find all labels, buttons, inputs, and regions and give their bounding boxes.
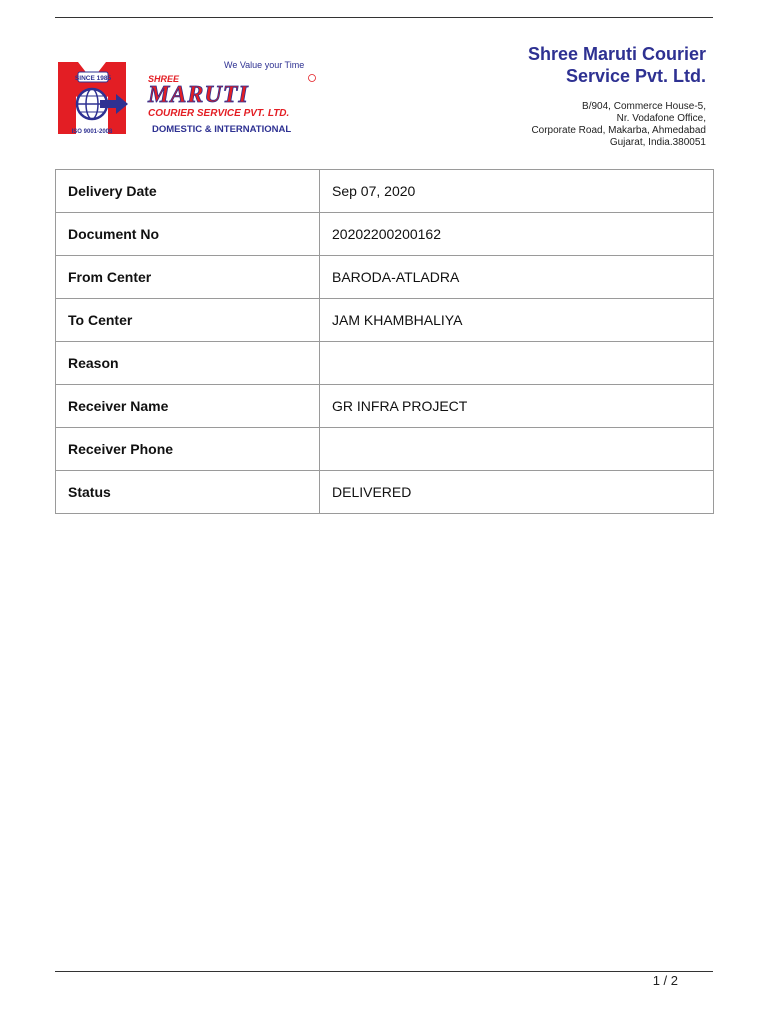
row-label: From Center [56, 256, 320, 299]
row-value: BARODA-ATLADRA [320, 256, 714, 299]
row-label: Delivery Date [56, 170, 320, 213]
row-label: Receiver Phone [56, 428, 320, 471]
row-value [320, 342, 714, 385]
logo-iso-text: ISO 9001-2008 [71, 129, 113, 135]
row-value: DELIVERED [320, 471, 714, 514]
table-row [56, 385, 714, 428]
table-row [56, 471, 714, 514]
top-divider [55, 17, 713, 18]
row-value [320, 428, 714, 471]
table-row [56, 170, 714, 213]
row-label: To Center [56, 299, 320, 342]
row-label: Status [56, 471, 320, 514]
table-row [56, 256, 714, 299]
row-label: Receiver Name [56, 385, 320, 428]
row-value: JAM KHAMBHALIYA [320, 299, 714, 342]
bottom-divider [55, 971, 713, 972]
table-row [56, 299, 714, 342]
row-value: GR INFRA PROJECT [320, 385, 714, 428]
registered-mark-icon [309, 75, 316, 82]
logo-scope: DOMESTIC & INTERNATIONAL [152, 124, 292, 135]
company-address [486, 101, 706, 149]
logo-since-text: SINCE 1985 [74, 75, 112, 82]
page-number: 1 / 2 [652, 973, 678, 988]
company-name-line2: Service Pvt. Ltd. [565, 66, 706, 86]
table-row [56, 428, 714, 471]
row-value: Sep 07, 2020 [320, 170, 714, 213]
company-header [486, 43, 706, 149]
address-line: B/904, Commerce House-5, [582, 101, 706, 112]
logo-brand-sub: COURIER SERVICE PVT. LTD. [148, 108, 290, 119]
address-line: Corporate Road, Makarba, Ahmedabad [531, 125, 706, 136]
address-line: Gujarat, India.380051 [609, 137, 706, 148]
delivery-details-table [55, 169, 714, 514]
row-value: 20202200200162 [320, 213, 714, 256]
company-name-line1: Shree Maruti Courier [527, 44, 706, 64]
company-name [486, 43, 706, 87]
table-row [56, 213, 714, 256]
address-line: Nr. Vodafone Office, [616, 113, 706, 124]
row-label: Document No [56, 213, 320, 256]
logo-brand-main: MARUTI [148, 82, 249, 108]
table-row [56, 342, 714, 385]
logo-tagline: We Value your Time [224, 60, 305, 70]
company-logo [56, 56, 320, 140]
row-label: Reason [56, 342, 320, 385]
logo-brand-top: SHREE [148, 74, 180, 84]
